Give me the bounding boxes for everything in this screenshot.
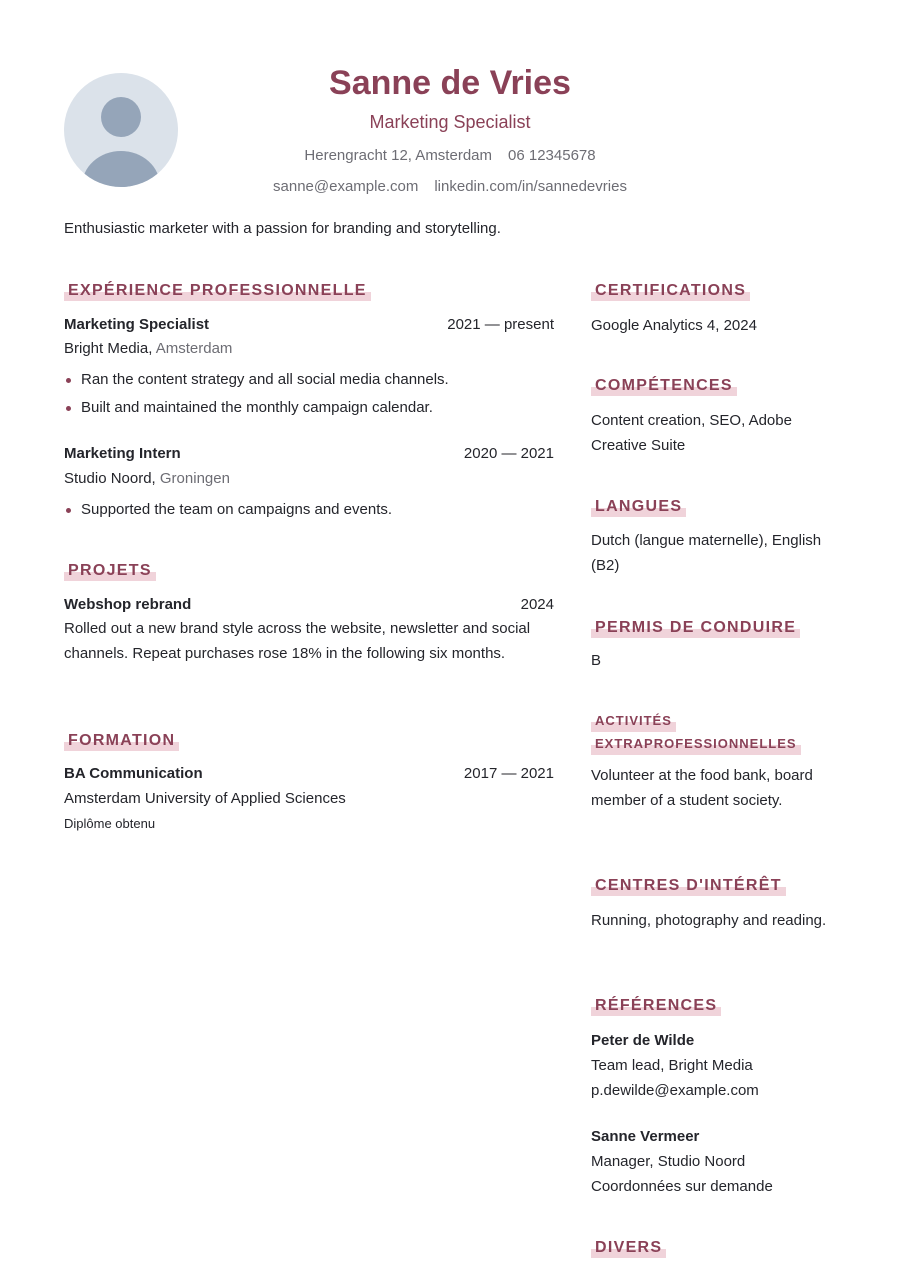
job-dates: 2021 — present (447, 316, 554, 333)
reference-entry (591, 1124, 841, 1199)
address: Herengracht 12, Amsterdam (304, 147, 492, 164)
experience-heading: EXPÉRIENCE PROFESSIONNELLE (64, 281, 371, 301)
license-text: B (591, 652, 602, 669)
activities-heading-line-2: EXTRAPROFESSIONNELLES (591, 732, 801, 755)
skills-text: Content creation, SEO, Adobe Creative Suite (591, 412, 792, 454)
linkedin-link[interactable]: linkedin.com/in/sannedevries (434, 178, 627, 195)
reference-name: Sanne Vermeer (591, 1128, 700, 1145)
job-dates: 2020 — 2021 (463, 445, 554, 462)
languages-heading: LANGUES (591, 497, 686, 517)
education-heading: FORMATION (64, 731, 179, 751)
job-bullet: Supported the team on campaigns and events. (64, 500, 554, 520)
project-description: Rolled out a new brand style across the website, newsletter and social channels. Repeat purchases rose 18% in the following six months. (64, 620, 531, 662)
misc-heading: DIVERS (591, 1238, 666, 1258)
job-bullet: Built and maintained the monthly campaign calendar. (64, 398, 554, 418)
job-role: Marketing Intern (64, 445, 181, 462)
job-city: Groningen (159, 470, 230, 487)
project-name: Webshop rebrand (64, 596, 192, 613)
references-heading: RÉFÉRENCES (591, 996, 721, 1016)
projects-heading: PROJETS (64, 561, 156, 581)
interests-text: Running, photography and reading. (591, 912, 827, 929)
email-link[interactable]: sanne@example.com (273, 178, 419, 195)
education-dates: 2017 — 2021 (463, 765, 554, 782)
job-role: Marketing Specialist (64, 316, 210, 333)
degree: BA Communication (64, 765, 203, 782)
summary: Enthusiastic marketer with a passion for branding and storytelling. (64, 220, 501, 237)
certifications-text: Google Analytics 4, 2024 (591, 317, 757, 334)
languages-text: Dutch (langue maternelle), English (B2) (591, 532, 822, 574)
job-city: Amsterdam (155, 340, 233, 357)
project-year: 2024 (520, 596, 554, 613)
avatar-body-shape (82, 151, 160, 187)
job-bullet: Ran the content strategy and all social media channels. (64, 370, 554, 390)
education-entry (64, 764, 554, 833)
activities-heading-line-1: ACTIVITÉS (591, 709, 676, 732)
education-note: Diplôme obtenu (64, 816, 156, 831)
avatar-head-shape (101, 97, 141, 137)
resume-header (180, 60, 720, 197)
school: Amsterdam University of Applied Sciences (64, 790, 346, 807)
job-entry (64, 444, 554, 528)
license-heading: PERMIS DE CONDUIRE (591, 618, 800, 638)
job-title: Marketing Specialist (369, 112, 531, 132)
phone: 06 12345678 (508, 147, 596, 164)
reference-contact: p.dewilde@example.com (591, 1082, 759, 1099)
person-name: Sanne de Vries (329, 64, 571, 102)
reference-role: Manager, Studio Noord (591, 1153, 746, 1170)
skills-heading: COMPÉTENCES (591, 376, 737, 396)
job-entry (64, 315, 554, 426)
contact-row-1 (180, 146, 720, 166)
activities-text: Volunteer at the food bank, board member of a student society. (591, 767, 813, 809)
interests-heading: CENTRES D'INTÉRÊT (591, 876, 786, 896)
reference-role: Team lead, Bright Media (591, 1057, 753, 1074)
avatar (64, 73, 178, 187)
reference-name: Peter de Wilde (591, 1032, 695, 1049)
reference-contact: Coordonnées sur demande (591, 1178, 773, 1195)
certifications-heading: CERTIFICATIONS (591, 281, 750, 301)
project-entry (64, 595, 554, 666)
reference-entry (591, 1028, 841, 1103)
job-company: Studio Noord, (64, 470, 160, 487)
job-company: Bright Media, (64, 340, 156, 357)
contact-row-2 (180, 177, 720, 197)
